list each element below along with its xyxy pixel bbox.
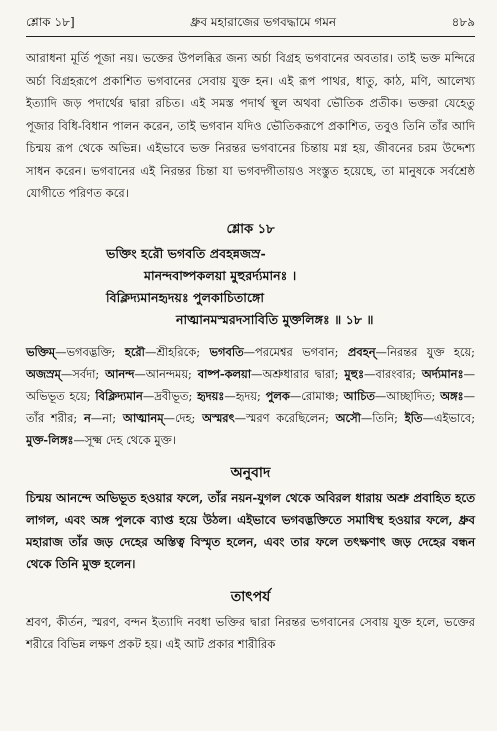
synonym-word: আত্মানম্ xyxy=(122,410,164,425)
synonym-meaning: দ্রবীভূত xyxy=(154,388,189,403)
translation-heading: অনুবাদ xyxy=(230,464,271,481)
purport-text: শ্রবণ, কীর্তন, স্মরণ, বন্দন ইত্যাদি নবধা ভক্তির দ্বারা নিরন্তর ভগবানের সেবায় যুক্ত হলে, ভক্তের শরীরে বিভিন্ন লক্ষণ প্রকট হয়। এই আট প্রকার শারীরিক xyxy=(26,614,475,651)
verse-line: ভক্তিং হরৌ ভগবতি প্রবহন্নজস্র- xyxy=(106,245,266,261)
header-rule xyxy=(26,36,475,37)
synonym-meaning: তাঁর শরীর xyxy=(26,410,74,425)
synonym-word: ভক্তিম্ xyxy=(26,344,56,359)
intro-paragraph: আরাধনা মূর্তি পূজা নয়। ভক্তের উপলব্ধির জন্য অর্চা বিগ্রহ ভগবানের অবতার। তাই ভক্ত মন্দিরে অর্চা বিগ্রহরূপে প্রকাশিত ভগবানের সেবায় যুক্ত হন। এই রূপ পাথর, ধাতু, কাঠ, মণি, আলেখ্য ইত্যাদি জড় পদার্থের দ্বারা রচিত। এই সমস্ত পদার্থ স্থূল অথবা ভৌতিক প্রতীক। ভক্তরা যেহেতু পূজার বিধি-বিধান পালন করেন, তাই ভগবান যদিও ভৌতিকরূপে প্রকাশিত, তবুও তিনি তাঁর আদি চিন্ময় রূপ থেকে অভিন্ন। এইভাবে ভক্ত নিরন্তর ভগবানের চিন্তায় মগ্ন হয়, জীবনের চরম উদ্দেশ্য সাধন করেন। ভগবানের এই নিরন্তর চিন্তা যা ভগবদ্গীতায়ও সংস্তুত হয়েছে, তা মানুষকে সর্বশ্রেষ্ঠ যোগীতে পরিণত করে। xyxy=(26,51,475,200)
synonym-meaning: শ্রীহরিকে xyxy=(156,344,197,359)
verse-text xyxy=(26,243,475,331)
verse-line: নাত্মানমস্মরদসাবিতি মুক্তলিঙ্গঃ ॥ ১৮ ॥ xyxy=(176,311,374,327)
synonym-meaning: সর্বদা xyxy=(72,366,96,381)
purport-heading: তাৎপর্য xyxy=(230,588,271,605)
synonym-word: বিক্লিদ্যমান xyxy=(95,388,143,403)
synonym-word: আনন্দ xyxy=(105,366,135,381)
synonym-word: পুলক xyxy=(265,388,290,403)
synonym-meaning: স্মরণ করেছিলেন xyxy=(246,410,326,425)
synonym-meaning: না xyxy=(102,410,113,425)
synonym-word: অস্মরৎ xyxy=(202,410,235,425)
synonym-meaning: আনন্দময় xyxy=(145,366,189,381)
verse-heading: শ্লোক ১৮ xyxy=(226,221,275,237)
verse-line: বিক্লিদ্যমানহৃদয়ঃ পুলকাচিতাঙ্গো xyxy=(106,289,265,305)
synonym-word: হরৌ xyxy=(124,344,145,359)
synonym-word: অর্দ্যমানঃ xyxy=(421,366,464,381)
synonym-word: অঙ্গঃ xyxy=(440,388,464,403)
synonym-meaning: সূক্ষ্ম দেহ থেকে মুক্ত xyxy=(84,432,172,447)
synonym-word: অসৌ xyxy=(335,410,361,425)
synonym-meaning: এইভাবে xyxy=(433,410,472,425)
synonym-meaning: আচ্ছাদিত xyxy=(386,388,432,403)
synonym-word: বাষ্প-কলয়া xyxy=(197,366,252,381)
verse-line: মানন্দবাষ্পকলয়া মুহুরর্দ্যমানঃ । xyxy=(144,267,297,283)
header-chapter-title: ধ্রুব মহারাজের ভগবদ্ধামে গমন xyxy=(190,15,337,29)
synonym-word: হৃদয়ঃ xyxy=(197,388,225,403)
synonyms-paragraph: ভক্তিম্—ভগবদ্ভক্তি; হরৌ—শ্রীহরিকে; ভগবতি—পরমেশ্বর ভগবান; প্রবহন্—নিরন্তর যুক্ত হয়ে; অজস্রম্—সর্বদা; আনন্দ—আনন্দময়; বাষ্প-কলয়া—অশ্রুধারার দ্বারা; মুহুঃ—বারংবার; অর্দ্যমানঃ—অভিভূত হয়ে; বিক্লিদ্যমান—দ্রবীভূত; হৃদয়ঃ—হৃদয়; পুলক—রোমাঞ্চ; আচিত—আচ্ছাদিত; অঙ্গঃ—তাঁর শরীর; ন—না; আত্মানম্—দেহ; অস্মরৎ—স্মরণ করেছিলেন; অসৌ—তিনি; ইতি—এইভাবে; মুক্ত-লিঙ্গঃ—সূক্ষ্ম দেহ থেকে মুক্ত। xyxy=(26,344,476,447)
synonym-meaning: অশ্রুধারার দ্বারা xyxy=(262,366,335,381)
synonym-word: প্রবহন্ xyxy=(347,344,376,359)
synonym-word: মুক্ত-লিঙ্গঃ xyxy=(26,432,74,447)
synonym-word: মুহুঃ xyxy=(344,366,365,381)
synonym-meaning: তিনি xyxy=(372,410,395,425)
synonym-meaning: দেহ xyxy=(174,410,192,425)
synonym-meaning: রোমাঞ্চ xyxy=(301,388,336,403)
translation-text: চিন্ময় আনন্দে অভিভূত হওয়ার ফলে, তাঁর নয়ন-যুগল থেকে অবিরল ধারায় অশ্রু প্রবাহিত হতে লাগল, এবং অঙ্গ পুলকে ব্যাপ্ত হয়ে উঠল। এইভাবে ভগবদ্ভক্তিতে সমাধিস্থ হওয়ার ফলে, ধ্রুব মহারাজ তাঁর জড় দেহের অস্তিত্ব বিস্মৃত হলেন, এবং তার ফলে তৎক্ষণাৎ জড় দেহের বন্ধন থেকে তিনি মুক্ত হলেন। xyxy=(26,490,475,571)
synonym-word: ইতি xyxy=(404,410,423,425)
synonym-meaning: নিরন্তর যুক্ত হয়ে xyxy=(386,344,472,359)
synonym-word: অজস্রম্ xyxy=(26,366,61,381)
page-number: ৪৮৯ xyxy=(451,15,475,29)
synonym-meaning: বারংবার xyxy=(375,366,413,381)
synonym-meaning: ভগবদ্ভক্তি xyxy=(66,344,112,359)
synonym-meaning: হৃদয় xyxy=(235,388,257,403)
synonym-word: ভগবতি xyxy=(209,344,244,359)
synonym-word: আচিত xyxy=(343,388,375,403)
synonym-meaning: অভিভূত হয়ে xyxy=(26,388,87,403)
synonym-word: ন xyxy=(83,410,91,425)
running-header xyxy=(26,14,475,30)
synonym-meaning: পরমেশ্বর ভগবান xyxy=(255,344,335,359)
header-verse-ref: শ্লোক ১৮] xyxy=(26,15,75,29)
